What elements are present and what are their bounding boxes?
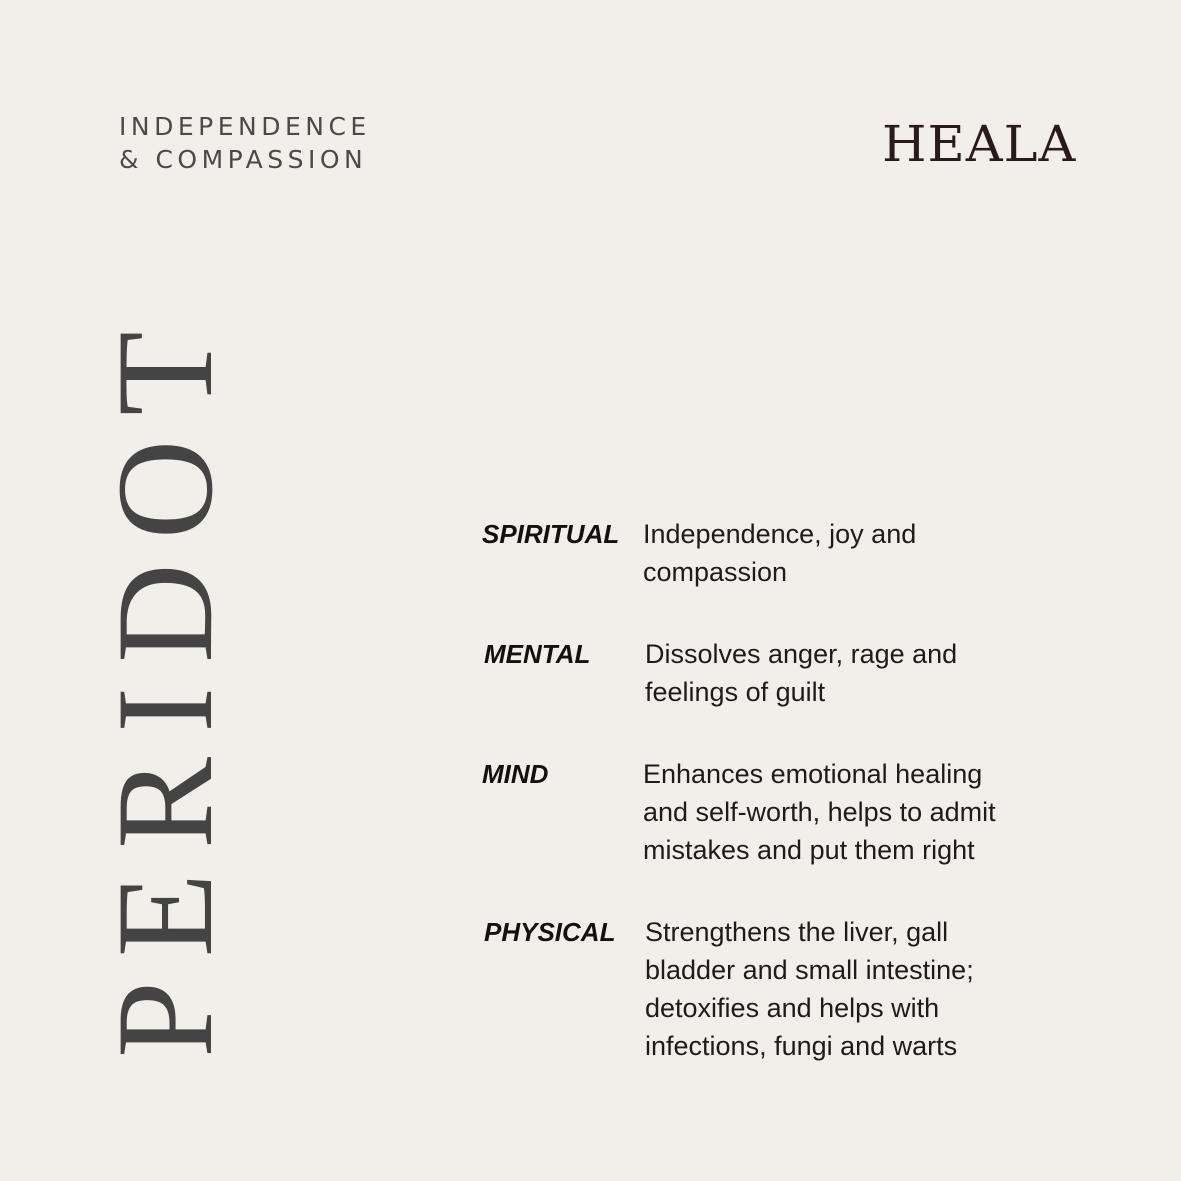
brand-logo: HEALA: [882, 115, 1077, 173]
property-description: [643, 755, 1053, 869]
property-label: SPIRITUAL: [482, 519, 620, 549]
description-line: and self-worth, helps to admit: [643, 797, 996, 827]
description-line: mistakes and put them right: [643, 835, 975, 865]
description-line: Dissolves anger, rage and: [645, 639, 958, 669]
tagline-line-2: & COMPASSION: [119, 145, 368, 174]
property-description: [645, 913, 1055, 1065]
property-label: MIND: [482, 759, 549, 789]
tagline: [119, 110, 371, 176]
description-line: detoxifies and helps with: [645, 993, 940, 1023]
property-label: PHYSICAL: [484, 917, 616, 947]
tagline-line-1: INDEPENDENCE: [119, 112, 371, 141]
property-description: [645, 635, 1055, 711]
description-line: Enhances emotional healing: [643, 759, 983, 789]
description-line: compassion: [643, 557, 788, 587]
description-line: Independence, joy and: [643, 519, 917, 549]
description-line: Strengthens the liver, gall: [645, 917, 949, 947]
description-line: feelings of guilt: [645, 677, 826, 707]
description-line: infections, fungi and warts: [645, 1031, 958, 1061]
description-line: bladder and small intestine;: [645, 955, 974, 985]
property-label: MENTAL: [484, 639, 591, 669]
property-description: [643, 515, 1053, 591]
stone-name-vertical: PERIDOT: [88, 307, 241, 1058]
